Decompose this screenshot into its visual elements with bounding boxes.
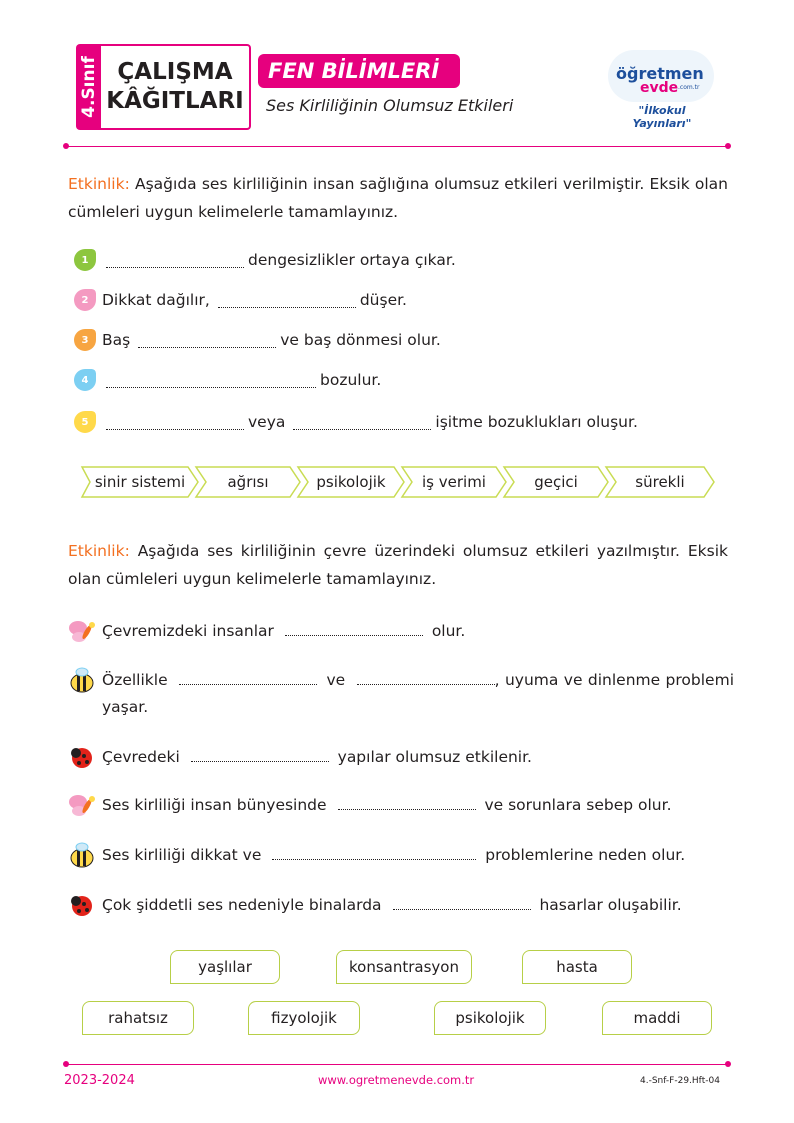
ladybug-icon <box>68 892 102 918</box>
number-badge-icon: 2 <box>74 289 96 311</box>
ladybug-icon <box>68 744 102 770</box>
blank-line[interactable] <box>191 747 329 762</box>
item-text: ve <box>326 671 346 689</box>
item-text: Çevredeki <box>102 748 180 766</box>
bee-icon <box>68 667 102 693</box>
subject-badge: FEN BİLİMLERİ <box>258 54 460 88</box>
blank-line[interactable] <box>338 795 476 810</box>
activity1-text: Aşağıda ses kirliliğinin insan sağlığına olumsuz etkileri verilmiştir. Eksik olan cümleleri uygun kelimelerle tamamlayınız. <box>68 175 728 221</box>
item-text: Özellikle <box>102 671 168 689</box>
blank-line[interactable] <box>106 415 244 430</box>
footer-divider <box>66 1064 728 1065</box>
bee-icon <box>68 842 102 868</box>
activity1-instruction <box>68 170 728 226</box>
butterfly-icon <box>68 792 102 818</box>
blank-line[interactable] <box>218 293 356 308</box>
item-text: düşer. <box>359 291 407 309</box>
word-card[interactable]: maddi <box>602 1001 712 1035</box>
number-badge-icon: 3 <box>74 329 96 351</box>
item-text: hasarlar oluşabilir. <box>539 896 682 914</box>
footer-year: 2023-2024 <box>64 1073 135 1088</box>
blank-line[interactable] <box>106 253 244 268</box>
grade-tab <box>76 44 102 130</box>
item-text: ve sorunlara sebep olur. <box>484 796 672 814</box>
word-chip[interactable]: geçici <box>502 466 610 498</box>
blank-line[interactable] <box>293 415 431 430</box>
blank-line[interactable] <box>285 621 423 636</box>
item-text: , uyuma ve dinlenme problemi yaşar. <box>102 671 735 716</box>
word-card[interactable]: hasta <box>522 950 632 984</box>
item-text: Ses kirliliği dikkat ve <box>102 846 262 864</box>
title-line-1: ÇALIŞMA <box>117 59 233 85</box>
activity1-item-1 <box>74 247 456 273</box>
word-card[interactable]: rahatsız <box>82 1001 194 1035</box>
word-card[interactable]: konsantrasyon <box>336 950 472 984</box>
footer-website[interactable]: www.ogretmenevde.com.tr <box>318 1073 475 1087</box>
logo-word-1: öğretmen <box>616 64 704 83</box>
activity1-label: Etkinlik: <box>68 175 130 193</box>
blank-line[interactable] <box>106 373 316 388</box>
footer-code: 4.-Snf-F-29.Hft-04 <box>640 1076 720 1086</box>
topic-title: Ses Kirliliğinin Olumsuz Etkileri <box>266 96 514 115</box>
item-text: Baş <box>102 331 131 349</box>
activity2-text: Aşağıda ses kirliliğinin çevre üzerindeki olumsuz etkileri yazılmıştır. Eksik olan cümleleri uygun kelimelerle tamamlayınız. <box>68 542 728 588</box>
word-chip[interactable]: iş verimi <box>400 466 508 498</box>
word-bank-1 <box>80 466 720 498</box>
item-text: Çok şiddetli ses nedeniyle binalarda <box>102 896 382 914</box>
activity2-item-6 <box>68 892 734 919</box>
word-chip[interactable]: ağrısı <box>194 466 302 498</box>
number-badge-icon: 1 <box>74 249 96 271</box>
grade-label: 4.Sınıf <box>79 56 99 118</box>
blank-line[interactable] <box>357 670 495 685</box>
header-divider <box>66 146 728 147</box>
worksheet-title <box>101 44 251 130</box>
activity1-item-2 <box>74 287 407 313</box>
activity2-item-4 <box>68 792 734 819</box>
word-card[interactable]: yaşlılar <box>170 950 280 984</box>
item-text: problemlerine neden olur. <box>485 846 686 864</box>
blank-line[interactable] <box>272 845 476 860</box>
word-chip[interactable]: psikolojik <box>296 466 406 498</box>
item-text: olur. <box>431 622 466 640</box>
logo-subtitle: "İlkokul Yayınları" <box>632 104 692 130</box>
activity2-label: Etkinlik: <box>68 542 130 560</box>
item-text: yapılar olumsuz etkilenir. <box>337 748 532 766</box>
word-chip[interactable]: sinir sistemi <box>80 466 200 498</box>
logo-domain: .com.tr <box>678 84 700 91</box>
activity2-item-3 <box>68 744 734 771</box>
logo-word-2: evde <box>640 80 679 96</box>
item-text: Dikkat dağılır, <box>102 291 210 309</box>
item-text: bozulur. <box>320 371 382 389</box>
item-text: ve baş dönmesi olur. <box>280 331 441 349</box>
blank-line[interactable] <box>179 670 317 685</box>
activity1-item-5 <box>74 409 638 435</box>
item-text: Ses kirliliği insan bünyesinde <box>102 796 327 814</box>
publisher-logo <box>602 44 720 130</box>
activity2-item-5 <box>68 842 734 869</box>
word-card[interactable]: fizyolojik <box>248 1001 360 1035</box>
number-badge-icon: 4 <box>74 369 96 391</box>
title-line-2: KÂĞITLARI <box>106 88 244 114</box>
item-text: işitme bozuklukları oluşur. <box>435 413 638 431</box>
activity1-item-3 <box>74 327 441 353</box>
word-card[interactable]: psikolojik <box>434 1001 546 1035</box>
activity2-instruction <box>68 537 728 593</box>
item-text: dengesizlikler ortaya çıkar. <box>248 251 456 269</box>
item-text: Çevremizdeki insanlar <box>102 622 274 640</box>
blank-line[interactable] <box>138 333 276 348</box>
item-text: veya <box>248 413 286 431</box>
number-badge-icon: 5 <box>74 411 96 433</box>
blank-line[interactable] <box>393 895 531 910</box>
activity2-item-2 <box>68 667 734 721</box>
activity1-item-4 <box>74 367 381 393</box>
word-chip[interactable]: sürekli <box>604 466 716 498</box>
butterfly-icon <box>68 618 102 644</box>
activity2-item-1 <box>68 618 734 645</box>
